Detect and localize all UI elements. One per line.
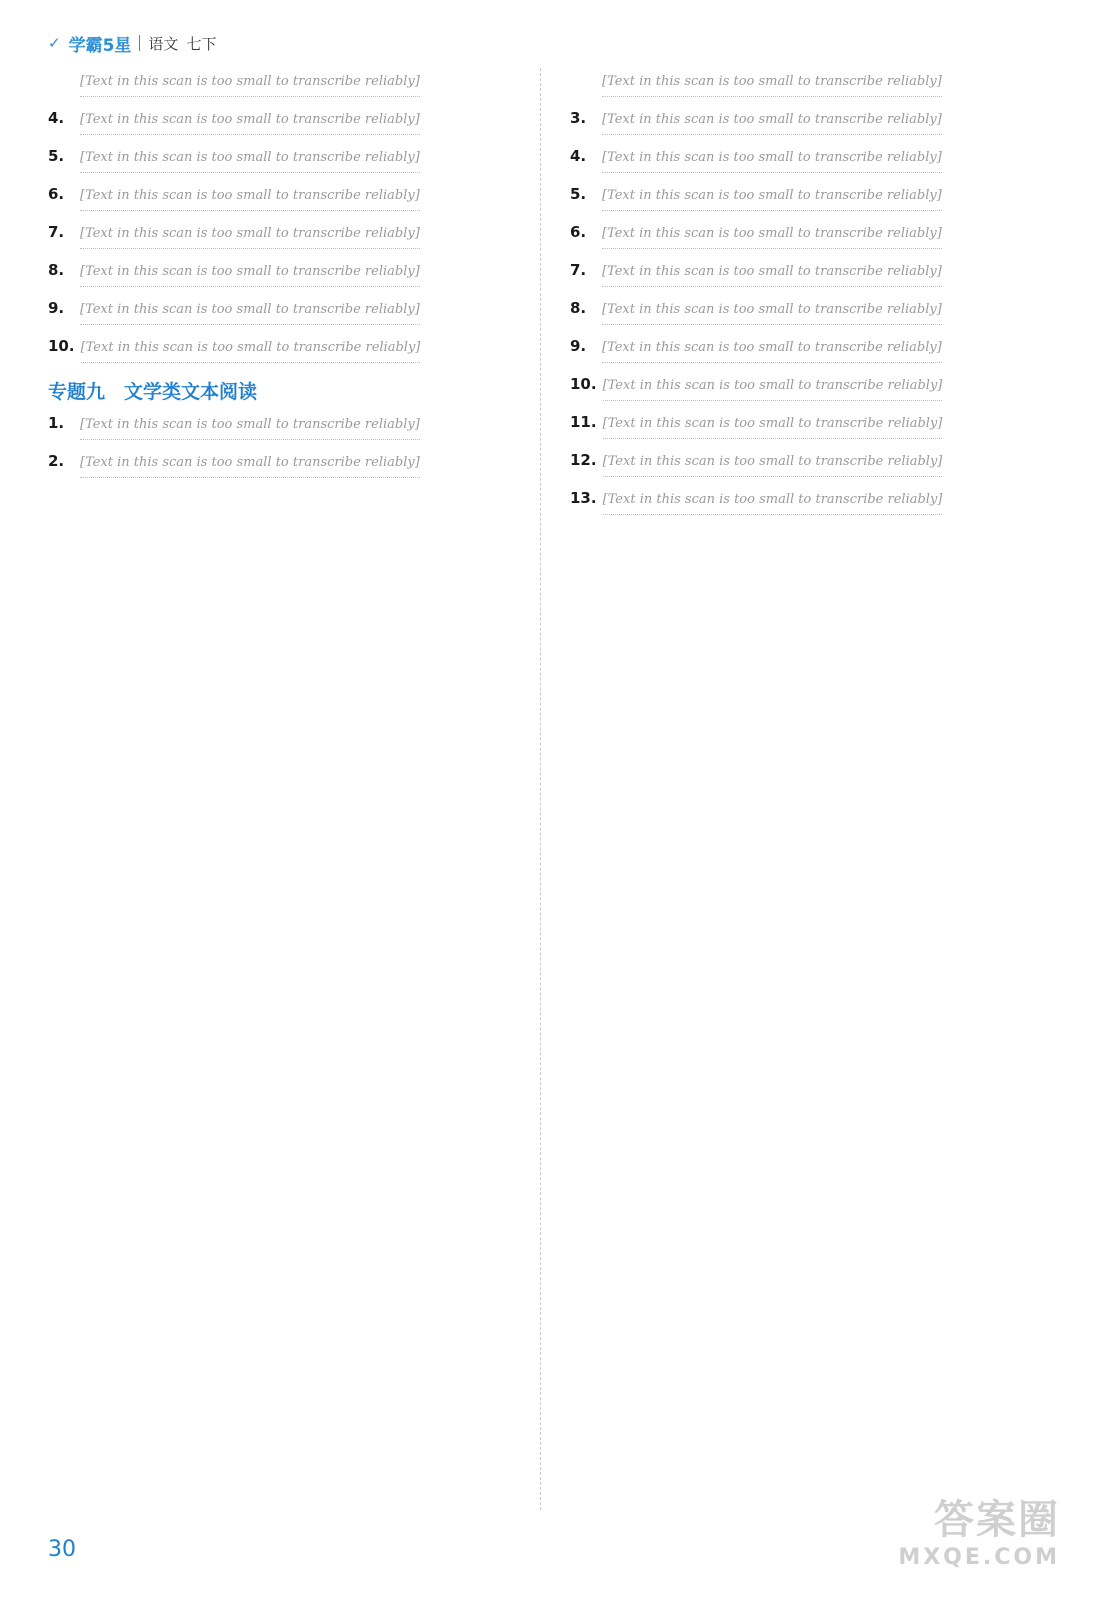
answer-item-number: 9. (570, 337, 587, 355)
answer-item-text (602, 220, 1050, 255)
answer-item-text (602, 106, 1050, 141)
answer-item-number: 9. (48, 299, 65, 317)
answer-item (570, 296, 1050, 331)
answer-item (570, 410, 1050, 445)
answer-item-number: 10. (48, 337, 75, 355)
answer-item (570, 486, 1050, 521)
answer-item-number (48, 68, 74, 103)
answer-item (48, 106, 528, 141)
answer-item-text (602, 296, 1050, 331)
answer-item-number: 7. (570, 261, 587, 279)
watermark-top: 答案圈 (934, 1497, 1060, 1543)
answer-item (48, 411, 528, 446)
answer-item-text (602, 68, 1050, 103)
illegible-text-placeholder: [Text in this scan is too small to transcribe reliably] (603, 488, 943, 515)
section-title: 专题九 文学类文本阅读 (48, 381, 258, 403)
watermark-bottom: MXQE.COM (898, 1545, 1060, 1570)
answer-item-text (602, 334, 1050, 369)
brand-logo-icon: ✓ (48, 34, 61, 52)
answer-item-number: 10. (570, 375, 597, 393)
answer-item-text (80, 68, 528, 103)
answer-item (570, 220, 1050, 255)
answer-item-text (80, 411, 528, 446)
answer-item-number: 8. (570, 299, 587, 317)
answer-item (570, 448, 1050, 483)
answer-item-number: 5. (48, 147, 65, 165)
answer-item-text (80, 449, 528, 484)
answer-item (48, 144, 528, 179)
answer-item-number: 11. (570, 413, 597, 431)
answer-item-text (602, 258, 1050, 293)
answer-item-number: 8. (48, 261, 65, 279)
illegible-text-placeholder: [Text in this scan is too small to transcribe reliably] (80, 70, 420, 97)
illegible-text-placeholder: [Text in this scan is too small to transcribe reliably] (602, 184, 942, 211)
answer-item-number: 6. (570, 223, 587, 241)
answer-item (48, 449, 528, 484)
illegible-text-placeholder: [Text in this scan is too small to transcribe reliably] (80, 413, 420, 440)
answer-item-number: 1. (48, 414, 65, 432)
answer-item-number: 3. (570, 109, 587, 127)
illegible-text-placeholder: [Text in this scan is too small to transcribe reliably] (81, 336, 421, 363)
answer-item (570, 182, 1050, 217)
illegible-text-placeholder: [Text in this scan is too small to transcribe reliably] (602, 298, 942, 325)
grade-label: 七下 (186, 34, 217, 53)
answer-item-text (603, 448, 1050, 483)
answer-item-text (80, 144, 528, 179)
answer-item (48, 258, 528, 293)
illegible-text-placeholder: [Text in this scan is too small to transcribe reliably] (80, 184, 420, 211)
page-header (48, 28, 1052, 58)
right-item-list (570, 68, 1050, 521)
answer-item (48, 68, 528, 103)
answer-item (570, 144, 1050, 179)
page-number: 30 (48, 1537, 76, 1562)
right-column (570, 68, 1050, 1510)
answer-item-text (603, 410, 1050, 445)
illegible-text-placeholder: [Text in this scan is too small to transcribe reliably] (602, 260, 942, 287)
answer-item-text (603, 486, 1050, 521)
illegible-text-placeholder: [Text in this scan is too small to transcribe reliably] (80, 222, 420, 249)
answer-item-text (603, 372, 1050, 407)
brand-name: 学霸5星 (68, 35, 132, 56)
answer-item (48, 334, 528, 369)
answer-item-text (80, 296, 528, 331)
header-separator (139, 35, 140, 51)
illegible-text-placeholder: [Text in this scan is too small to transcribe reliably] (602, 222, 942, 249)
left-item-list (48, 68, 528, 369)
illegible-text-placeholder: [Text in this scan is too small to transcribe reliably] (80, 298, 420, 325)
answer-item-number: 4. (570, 147, 587, 165)
answer-item (570, 106, 1050, 141)
illegible-text-placeholder: [Text in this scan is too small to transcribe reliably] (603, 450, 943, 477)
watermark (898, 1488, 1060, 1570)
answer-item-text (602, 182, 1050, 217)
answer-item-number: 7. (48, 223, 65, 241)
answer-item-text (80, 182, 528, 217)
answer-item-text (80, 106, 528, 141)
column-divider (540, 68, 541, 1510)
left-column (48, 68, 528, 1510)
answer-item-text (602, 144, 1050, 179)
answer-item-number: 13. (570, 489, 597, 507)
illegible-text-placeholder: [Text in this scan is too small to transcribe reliably] (80, 260, 420, 287)
illegible-text-placeholder: [Text in this scan is too small to transcribe reliably] (603, 374, 943, 401)
answer-item (48, 220, 528, 255)
illegible-text-placeholder: [Text in this scan is too small to transcribe reliably] (80, 108, 420, 135)
answer-item-number: 12. (570, 451, 597, 469)
answer-item (48, 182, 528, 217)
subject-label: 语文 (148, 34, 179, 53)
answer-item (48, 296, 528, 331)
answer-item-number: 6. (48, 185, 65, 203)
answer-item-number: 2. (48, 452, 65, 470)
answer-item-number: 5. (570, 185, 587, 203)
illegible-text-placeholder: [Text in this scan is too small to transcribe reliably] (602, 108, 942, 135)
answer-item (570, 68, 1050, 103)
answer-item (570, 372, 1050, 407)
illegible-text-placeholder: [Text in this scan is too small to transcribe reliably] (603, 412, 943, 439)
answer-item-number: 4. (48, 109, 65, 127)
answer-item-text (80, 258, 528, 293)
illegible-text-placeholder: [Text in this scan is too small to transcribe reliably] (80, 451, 420, 478)
illegible-text-placeholder: [Text in this scan is too small to transcribe reliably] (602, 70, 942, 97)
answer-item-text (81, 334, 528, 369)
answer-item (570, 334, 1050, 369)
answer-item-text (80, 220, 528, 255)
section-item-list (48, 411, 528, 484)
illegible-text-placeholder: [Text in this scan is too small to transcribe reliably] (80, 146, 420, 173)
illegible-text-placeholder: [Text in this scan is too small to transcribe reliably] (602, 336, 942, 363)
answer-item (570, 258, 1050, 293)
illegible-text-placeholder: [Text in this scan is too small to transcribe reliably] (602, 146, 942, 173)
answer-item-number (570, 68, 596, 103)
